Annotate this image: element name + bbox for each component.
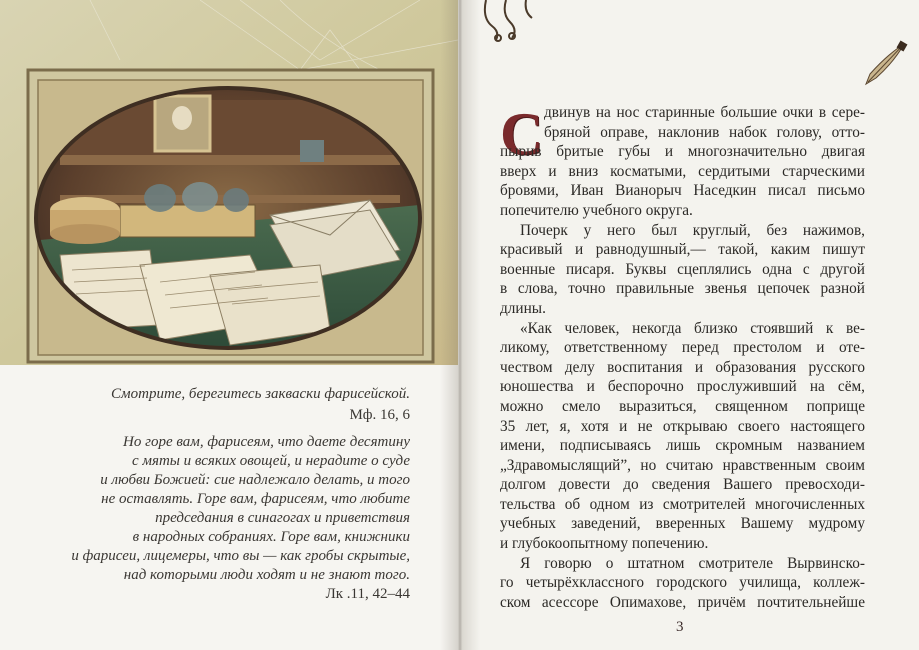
epigraph-2-line: Но горе вам, фарисеям, что даете десятину [123, 434, 410, 450]
text-line: «Как человек, некогда близко стоявший к ве- [520, 319, 865, 337]
epigraph-2-line: и фарисеи, лицемеры, что вы — как гробы скрытые, [71, 548, 410, 564]
epigraph-1-reference: Мф. 16, 6 [349, 407, 410, 423]
text-line: и глубокоопытному попечению. [500, 535, 709, 553]
text-line: учебных заведений, вверенных Вашему мудрому [500, 515, 865, 533]
text-line: красивый и равнодушный,— такой, каким пишут [500, 241, 865, 259]
ornament-vine-icon [476, 0, 546, 42]
text-line: ликому, ответственному перед престолом и оте- [500, 339, 865, 357]
epigraph-2-line: и любви Божией: сие надлежало делать, и того [100, 472, 410, 488]
page-number: 3 [676, 619, 684, 635]
text-line: чеством делу воспитания и образования русского [500, 358, 865, 376]
body-text [500, 103, 865, 612]
still-life-desk-illustration [0, 0, 458, 365]
epigraph-2-line: с мяты и всяких овощей, и нерадите о суде [131, 453, 410, 469]
epigraph-1-line: Смотрите, берегитесь закваски фарисейской. [111, 386, 410, 402]
text-line: тельства об одном из смотрителей многочисленных [500, 495, 865, 513]
text-line: длины. [500, 299, 546, 317]
text-line: „Здравомыслящий”, но считаю нравственным своим [500, 456, 865, 474]
text-line: имени, подписываясь лишь скромным названием [500, 437, 865, 455]
epigraph-2-line: над которыми люди ходят и не знают того. [123, 567, 410, 583]
text-line: бровями, Иван Вианорыч Наседкин писал письмо [500, 182, 865, 200]
left-page [0, 0, 458, 650]
text-line: можно смело выразиться, священном поприще [500, 397, 865, 415]
epigraph-2-line: не оставлять. Горе вам, фарисеям, что любите [101, 491, 410, 507]
text-line: в слова, точно правильные звенья цепочек разной [500, 280, 865, 298]
epigraph-2-line: председания в синагогах и приветствия [155, 510, 410, 526]
epigraph-2-line: в народных собраниях. Горе вам, книжники [132, 529, 410, 545]
epigraph-2-reference: Лк .11, 42–44 [325, 586, 410, 602]
text-line: долгом довести до сведения Вашего превосходи- [500, 476, 865, 494]
text-line: двинув на нос старинные большие очки в сере- [544, 104, 865, 121]
text-line: Почерк у него был круглый, без нажимов, [520, 221, 865, 239]
quill-pen-icon [858, 40, 908, 90]
text-line: вверх и вниз косматыми, сердитыми старческими [500, 162, 865, 180]
text-line: попечителю учебного округа. [500, 201, 693, 219]
text-line: ском асессоре Опимахове, причём почтительнейше [500, 593, 865, 611]
text-line: пырив бритые губы и многозначительно двигая [500, 143, 865, 161]
text-line: бряной оправе, наклонив набок голову, отто- [544, 123, 865, 141]
drop-cap: С [500, 101, 544, 167]
text-line: юношества и беспорочно прослуживший на сём, [500, 378, 865, 396]
text-line: военные писаря. Буквы сцеплялись одна с другой [500, 260, 865, 278]
text-line: 35 лет, я, хотя и не открываю своего настоящего [500, 417, 865, 435]
text-line: го четырёхклассного городского училища, коллеж- [500, 574, 865, 592]
text-line: Я говорю о штатном смотрителе Вырвинско- [520, 554, 865, 572]
